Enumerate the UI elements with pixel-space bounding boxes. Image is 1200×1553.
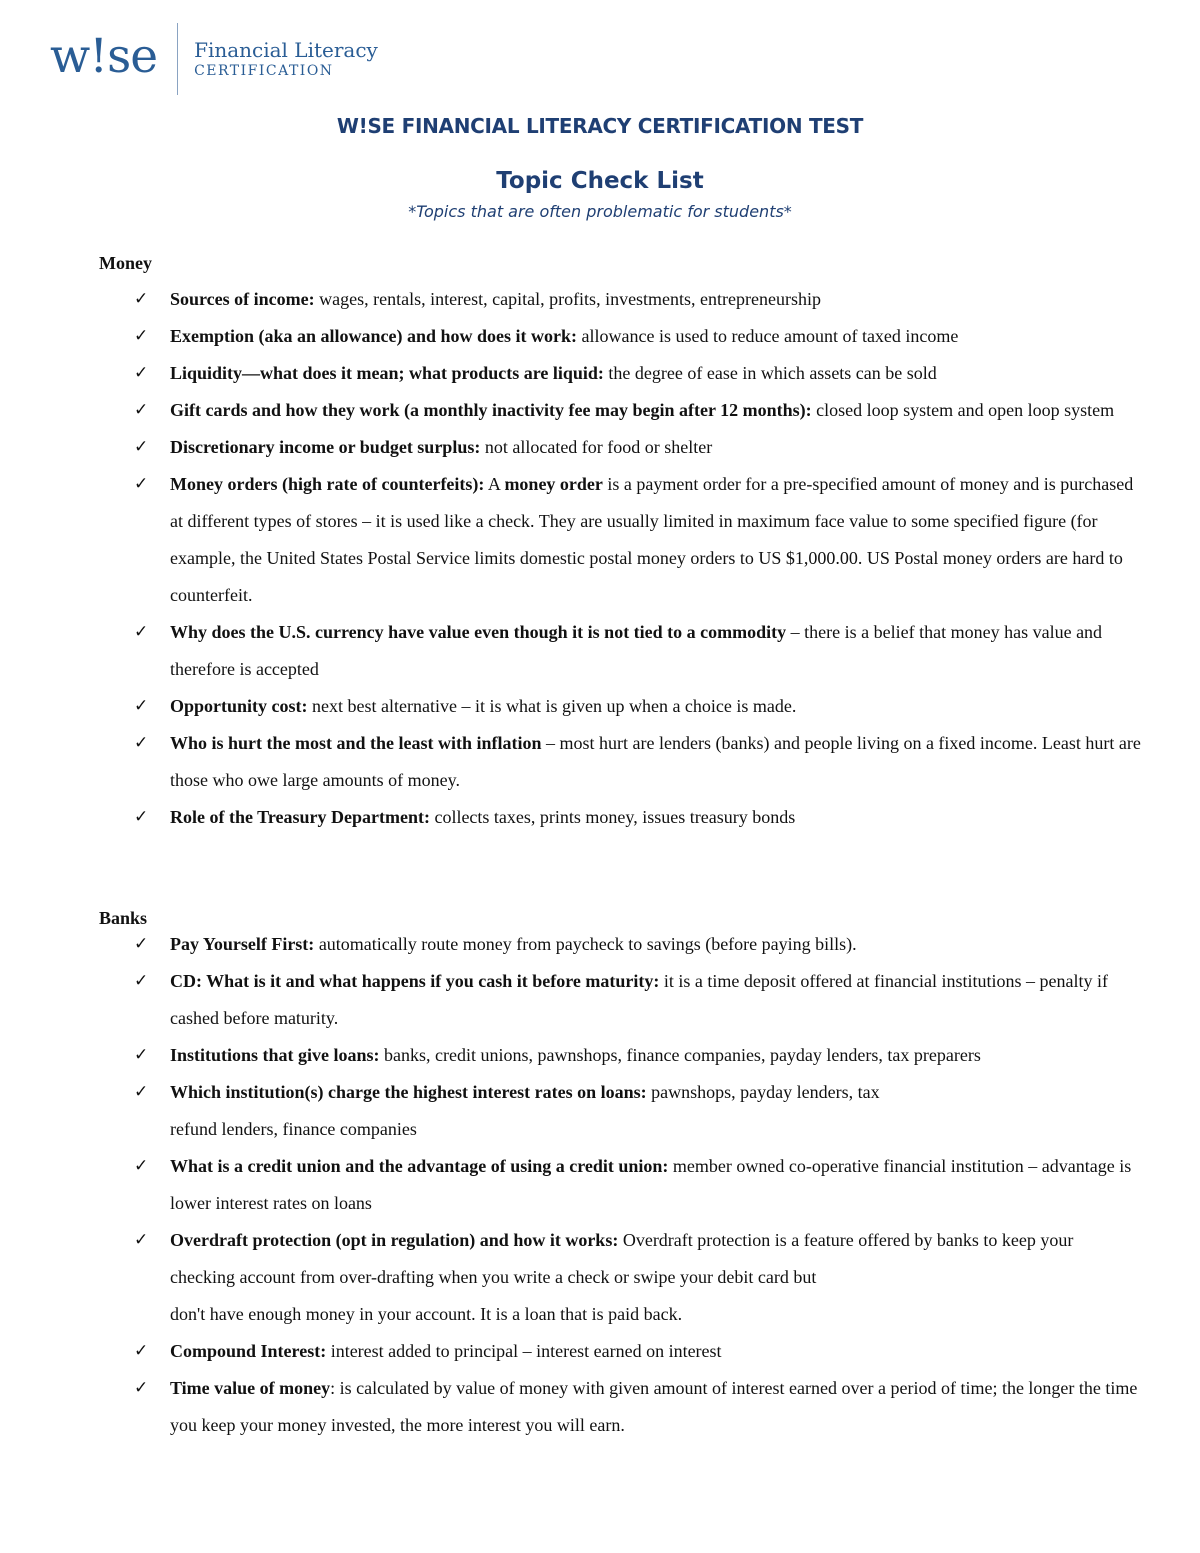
topic-text: interest added to principal – interest earned on interest — [326, 1341, 722, 1361]
topic-term: Who is hurt the most and the least with inflation — [170, 733, 542, 753]
section-heading-money: Money — [99, 253, 152, 273]
topic-term: Time value of money — [170, 1378, 331, 1398]
list-item — [0, 281, 1200, 318]
topic-term: Which institution(s) charge the highest interest rates on loans: — [170, 1082, 647, 1102]
logo-line-financial-literacy: Financial Literacy — [194, 38, 378, 62]
topic-term: Money orders (high rate of counterfeits): — [170, 474, 485, 494]
topic-text: the degree of ease in which assets can be sold — [603, 363, 937, 383]
list-item — [0, 392, 1200, 429]
checkmark-icon: ✓ — [134, 363, 149, 383]
checkmark-icon: ✓ — [134, 1156, 149, 1176]
topic-text: not allocated for food or shelter — [480, 437, 713, 457]
list-item — [0, 614, 1200, 688]
document-title: W!SE FINANCIAL LITERACY CERTIFICATION TEST — [336, 114, 864, 138]
checkmark-icon: ✓ — [134, 1341, 149, 1361]
topic-text: – most hurt are lenders (banks) and people living on a fixed income. Least hurt are those who owe large amounts of money. — [170, 733, 1141, 790]
list-item — [0, 1148, 1200, 1222]
topic-text: pawnshops, payday lenders, tax — [646, 1082, 880, 1102]
logo-divider — [177, 23, 178, 95]
checkmark-icon: ✓ — [134, 400, 149, 420]
checkmark-icon: ✓ — [134, 1082, 149, 1102]
list-item — [0, 318, 1200, 355]
topic-text: it is a time deposit offered at financial institutions – penalty if cashed before maturity. — [170, 971, 1108, 1028]
topic-term: Sources of income: — [170, 289, 315, 309]
topic-text: – there is a belief that money has value and therefore is accepted — [170, 622, 1103, 679]
list-item — [0, 1222, 1200, 1333]
checkmark-icon: ✓ — [134, 474, 149, 494]
topic-text: A — [484, 474, 505, 494]
topic-term: money order — [504, 474, 603, 494]
topic-text: is a payment order for a pre-specified amount of money and is purchased at different types of stores – it is used like a check. They are usually limited in maximum face value to some specified figure (for example, the United States Postal Service limits domestic postal money orders to US $1,000.00. US Postal money orders are hard to counterfeit. — [170, 474, 1134, 605]
topic-text: wages, rentals, interest, capital, profits, investments, entrepreneurship — [314, 289, 822, 309]
topic-term: Role of the Treasury Department: — [170, 807, 430, 827]
logo — [50, 22, 378, 96]
list-item — [0, 1074, 1200, 1148]
checkmark-icon: ✓ — [134, 971, 149, 991]
logo-mark: w!se — [50, 28, 158, 84]
topic-text-line2: don't have enough money in your account. It is a loan that is paid back. — [170, 1304, 683, 1324]
topic-text: next best alternative – it is what is given up when a choice is made. — [307, 696, 797, 716]
topic-term: What is a credit union and the advantage of using a credit union: — [170, 1156, 669, 1176]
topic-term: Exemption (aka an allowance) and how does it work: — [170, 326, 578, 346]
topic-text: member owned co-operative financial institution – advantage is lower interest rates on loans — [170, 1156, 1132, 1213]
topic-term: Overdraft protection (opt in regulation) and how it works: — [170, 1230, 619, 1250]
checkmark-icon: ✓ — [134, 326, 149, 346]
topic-term: Discretionary income or budget surplus: — [170, 437, 481, 457]
topic-term: Pay Yourself First: — [170, 934, 315, 954]
topic-text-line2: refund lenders, finance companies — [170, 1119, 417, 1139]
topic-term: CD: What is it and what happens if you cash it before maturity: — [170, 971, 660, 991]
checkmark-icon: ✓ — [134, 289, 149, 309]
list-item — [0, 725, 1200, 799]
topic-text: automatically route money from paycheck to savings (before paying bills). — [314, 934, 857, 954]
checkmark-icon: ✓ — [134, 622, 149, 642]
topic-term: Gift cards and how they work (a monthly inactivity fee may begin after 12 months): — [170, 400, 812, 420]
checkmark-icon: ✓ — [134, 1230, 149, 1250]
list-item — [0, 466, 1200, 614]
logo-text — [194, 38, 378, 80]
topic-text: : is calculated by value of money with given amount of interest earned over a period of time; the longer the time you keep your money invested, the more interest you will earn. — [170, 1378, 1138, 1435]
topic-text: banks, credit unions, pawnshops, finance companies, payday lenders, tax preparers — [379, 1045, 981, 1065]
checkmark-icon: ✓ — [134, 934, 149, 954]
document-note: *Topics that are often problematic for students* — [408, 202, 792, 221]
topic-text: collects taxes, prints money, issues treasury bonds — [429, 807, 796, 827]
list-item — [0, 1333, 1200, 1370]
logo-line-certification: CERTIFICATION — [194, 63, 334, 79]
document-subtitle: Topic Check List — [496, 168, 704, 194]
list-item — [0, 926, 1200, 963]
list-item — [0, 429, 1200, 466]
topic-text: Overdraft protection is a feature offered by banks to keep your checking account from over-drafting when you write a check or swipe your debit card but — [170, 1230, 1074, 1287]
section-heading-banks: Banks — [99, 908, 148, 928]
topic-text: closed loop system and open loop system — [811, 400, 1115, 420]
list-item — [0, 1037, 1200, 1074]
topic-term: Liquidity—what does it mean; what products are liquid: — [170, 363, 604, 383]
list-item — [0, 963, 1200, 1037]
checkmark-icon: ✓ — [134, 807, 149, 827]
topic-term: Institutions that give loans: — [170, 1045, 380, 1065]
money-checklist — [0, 281, 1200, 836]
list-item — [0, 355, 1200, 392]
checkmark-icon: ✓ — [134, 733, 149, 753]
banks-checklist — [0, 926, 1200, 1444]
checkmark-icon: ✓ — [134, 437, 149, 457]
list-item — [0, 688, 1200, 725]
list-item — [0, 1370, 1200, 1444]
checkmark-icon: ✓ — [134, 696, 149, 716]
topic-term: Why does the U.S. currency have value even though it is not tied to a commodity — [170, 622, 787, 642]
topic-text: allowance is used to reduce amount of taxed income — [577, 326, 959, 346]
checkmark-icon: ✓ — [134, 1045, 149, 1065]
topic-term: Compound Interest: — [170, 1341, 327, 1361]
checkmark-icon: ✓ — [134, 1378, 149, 1398]
topic-term: Opportunity cost: — [170, 696, 308, 716]
list-item — [0, 799, 1200, 836]
